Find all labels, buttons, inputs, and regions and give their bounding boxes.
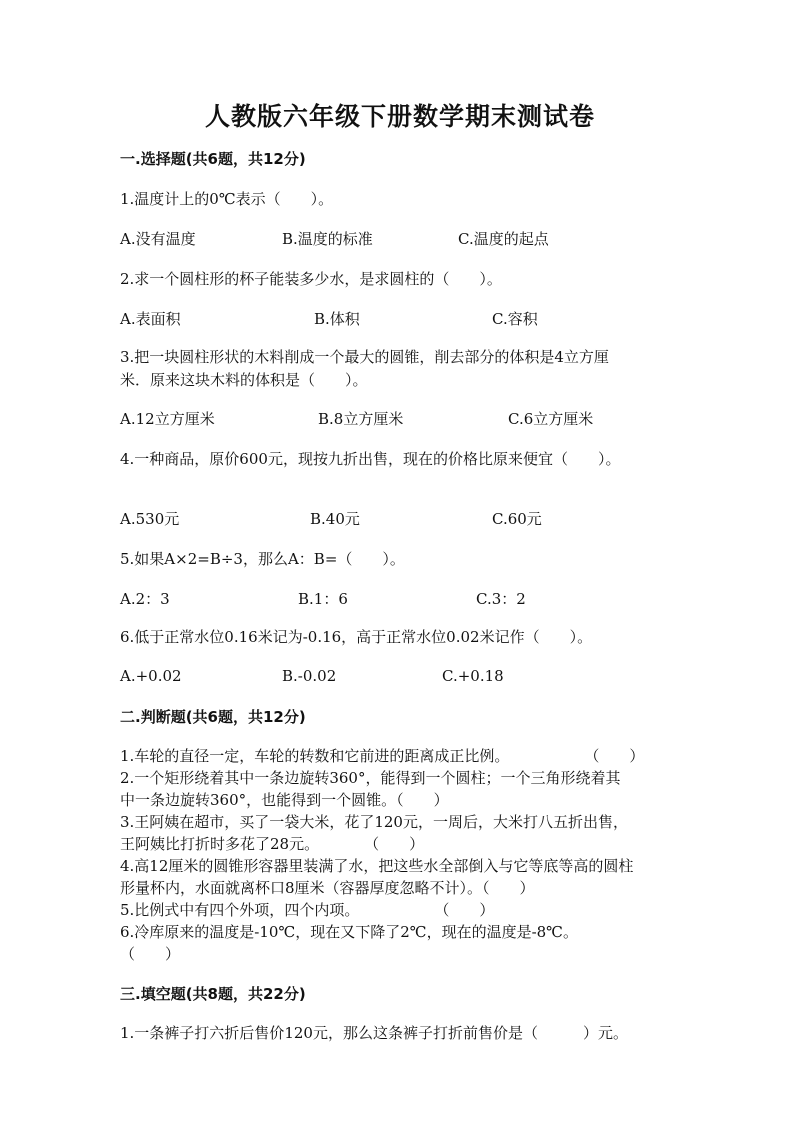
judge-line: 3.王阿姨在超市，买了一袋大米，花了120元，一周后，大米打八五折出售，: [120, 813, 628, 831]
option-c: C.3：2: [476, 590, 526, 608]
judge-line: 6.冷库原来的温度是-10℃，现在又下降了2℃，现在的温度是-8℃。: [120, 923, 578, 941]
judge-line: 1.车轮的直径一定，车轮的转数和它前进的距离成正比例。 （ ）: [120, 747, 645, 765]
judge-line: 形量杯内，水面就离杯口8厘米（容器厚度忽略不计）。（ ）: [120, 879, 535, 897]
question-stem: 1.温度计上的0℃表示（ ）。: [120, 190, 334, 208]
option-c: C.60元: [492, 510, 542, 528]
option-b: B.温度的标准: [282, 230, 373, 248]
option-a: A.530元: [120, 510, 180, 528]
option-b: B.-0.02: [282, 667, 337, 685]
option-b: B.1：6: [298, 590, 348, 608]
page-title: 人教版六年级下册数学期末测试卷: [204, 102, 595, 131]
judge-line: 中一条边旋转360°，也能得到一个圆锥。（ ）: [120, 791, 449, 809]
option-b: B.8立方厘米: [318, 410, 404, 428]
option-c: C.6立方厘米: [508, 410, 594, 428]
judge-line: （ ）: [120, 945, 181, 963]
section-heading-judge: 二.判断题(共6题，共12分): [120, 708, 306, 726]
judge-line: 4.高12厘米的圆锥形容器里装满了水，把这些水全部倒入与它等底等高的圆柱: [120, 857, 634, 875]
question-stem: 6.低于正常水位0.16米记为-0.16，高于正常水位0.02米记作（ ）。: [120, 628, 593, 646]
option-a: A.12立方厘米: [120, 410, 215, 428]
option-a: A.表面积: [120, 310, 181, 328]
option-b: B.体积: [314, 310, 360, 328]
option-a: A.2：3: [120, 590, 170, 608]
section-heading-fill: 三.填空题(共8题，共22分): [120, 985, 306, 1003]
option-c: C.温度的起点: [458, 230, 549, 248]
question-stem: 5.如果A×2=B÷3，那么A：B=（ ）。: [120, 550, 405, 568]
judge-line: 王阿姨比打折时多花了28元。 （ ）: [120, 835, 425, 853]
question-stem: 2.求一个圆柱形的杯子能装多少水，是求圆柱的（ ）。: [120, 270, 502, 288]
section-heading-choice: 一.选择题(共6题，共12分): [120, 150, 306, 168]
option-a: A.+0.02: [120, 667, 182, 685]
option-c: C.容积: [492, 310, 538, 328]
judge-line: 2.一个矩形绕着其中一条边旋转360°，能得到一个圆柱；一个三角形绕着其: [120, 769, 621, 787]
judge-line: 5.比例式中有四个外项，四个内项。 （ ）: [120, 901, 495, 919]
option-a: A.没有温度: [120, 230, 196, 248]
question-stem-line: 米．原来这块木料的体积是（ ）。: [120, 371, 368, 389]
option-b: B.40元: [310, 510, 360, 528]
option-c: C.+0.18: [442, 667, 504, 685]
question-stem-line: 3.把一块圆柱形状的木料削成一个最大的圆锥，削去部分的体积是4立方厘: [120, 348, 609, 366]
question-stem: 4.一种商品，原价600元，现按九折出售，现在的价格比原来便宜（ ）。: [120, 450, 621, 468]
question-stem: 1.一条裤子打六折后售价120元，那么这条裤子打折前售价是（ ）元。: [120, 1024, 628, 1042]
